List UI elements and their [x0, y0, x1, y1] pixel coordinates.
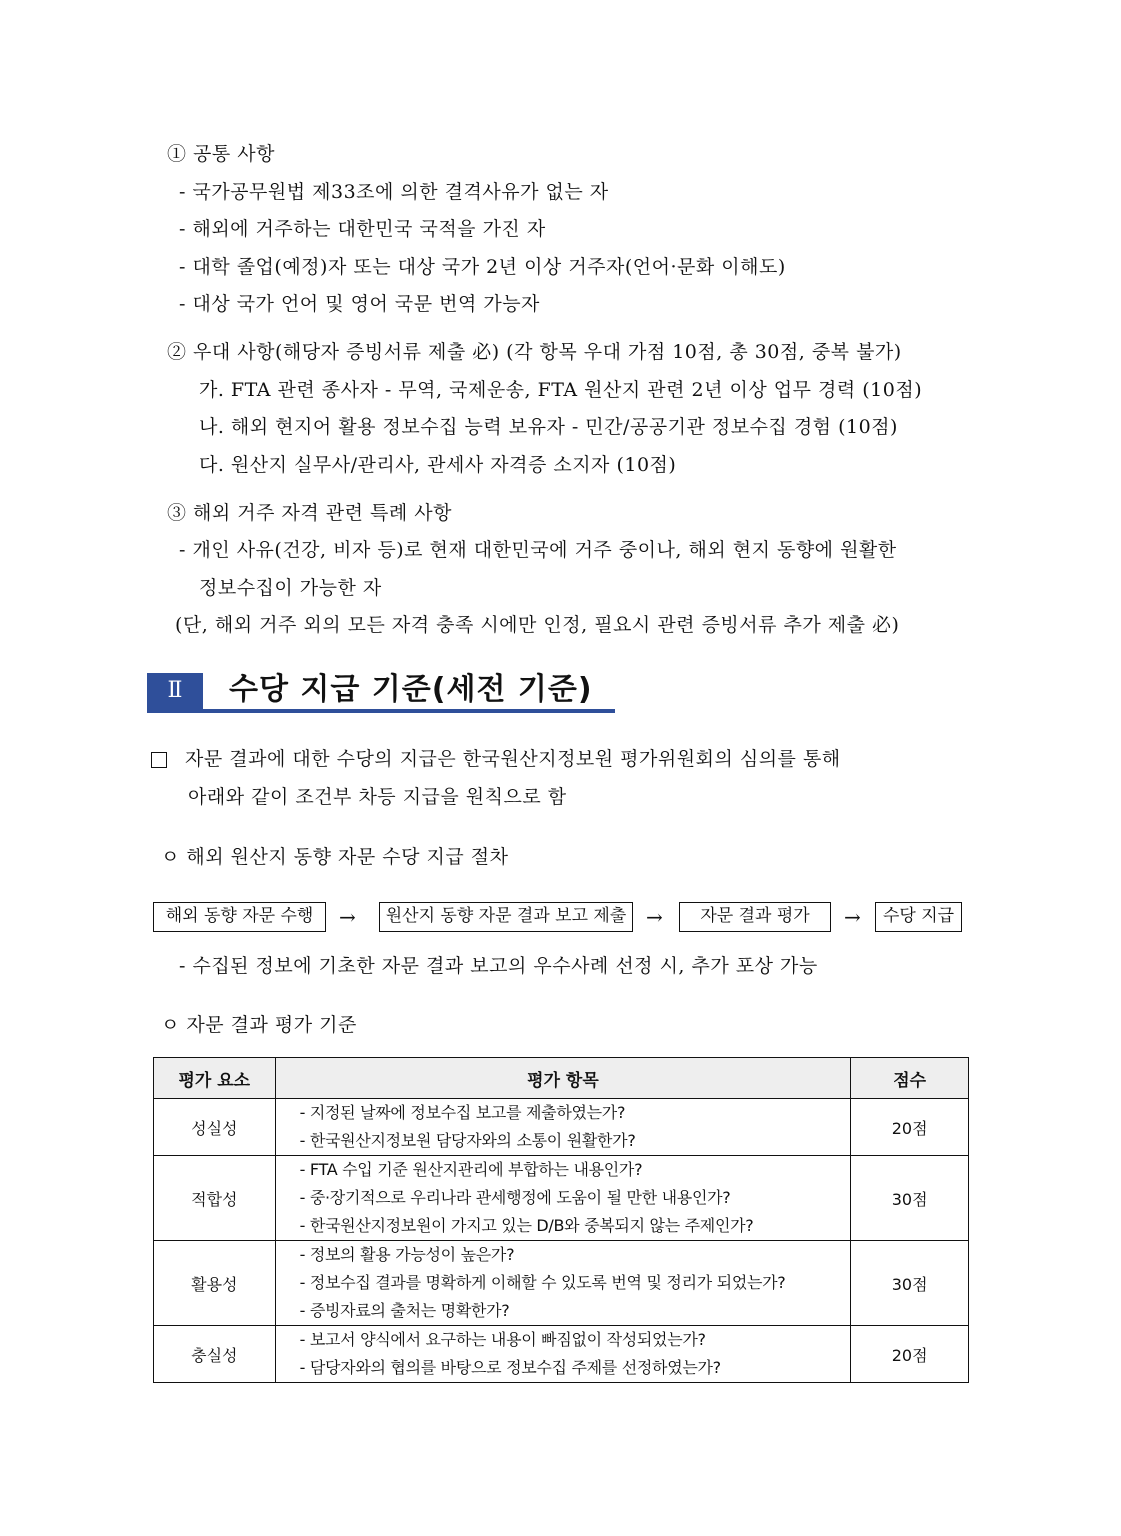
exception-heading: ③ 해외 거주 자격 관련 특례 사항: [167, 502, 452, 524]
header-category: 평가 요소: [154, 1058, 276, 1099]
section-number: Ⅱ: [147, 673, 203, 709]
row-item: - 보고서 양식에서 요구하는 내용이 빠짐없이 작성되었는가?: [299, 1330, 706, 1349]
row-item: - 정보의 활용 가능성이 높은가?: [299, 1245, 515, 1264]
procedure-note: - 수집된 정보에 기초한 자문 결과 보고의 우수사례 선정 시, 추가 포상 가능: [179, 955, 818, 977]
row-item: - 담당자와의 협의를 바탕으로 정보수집 주제를 선정하였는가?: [299, 1358, 721, 1377]
row-item: - 정보수집 결과를 명확하게 이해할 수 있도록 번역 및 정리가 되었는가?: [299, 1273, 786, 1292]
row-category: 적합성: [154, 1156, 276, 1241]
preference-item: 다. 원산지 실무사/관리사, 관세사 자격증 소지자 (10점): [199, 454, 677, 476]
row-category: 활용성: [154, 1241, 276, 1326]
section-underline: [147, 709, 615, 713]
procedure-heading: ㅇ 해외 원산지 동향 자문 수당 지급 절차: [161, 846, 509, 868]
common-item: - 국가공무원법 제33조에 의한 결격사유가 없는 자: [179, 181, 609, 203]
preference-heading: ② 우대 사항(해당자 증빙서류 제출 必) (각 항목 우대 가점 10점, 총 30점, 중복 불가): [167, 341, 902, 363]
section-title: 수당 지급 기준(세전 기준): [229, 672, 593, 707]
flow-step-3: 자문 결과 평가: [679, 902, 831, 932]
preference-item: 가. FTA 관련 종사자 - 무역, 국제운송, FTA 원산지 관련 2년 이상 업무 경력 (10점): [199, 379, 923, 401]
common-heading: ① 공통 사항: [167, 143, 275, 165]
row-score: 20점: [851, 1326, 969, 1383]
common-item: - 해외에 거주하는 대한민국 국적을 가진 자: [179, 218, 546, 240]
row-category: 충실성: [154, 1326, 276, 1383]
criteria-heading: ㅇ 자문 결과 평가 기준: [161, 1014, 357, 1036]
common-item: - 대상 국가 언어 및 영어 국문 번역 가능자: [179, 293, 540, 315]
table-row: [154, 1241, 969, 1326]
arrow-right-icon: →: [646, 905, 663, 929]
row-items: [275, 1326, 851, 1383]
table-row: [154, 1326, 969, 1383]
row-item: - 증빙자료의 출처는 명확한가?: [299, 1301, 510, 1320]
table-header-row: [154, 1058, 969, 1099]
row-score: 30점: [851, 1241, 969, 1326]
flow-step-4: 수당 지급: [875, 902, 962, 932]
header-items: 평가 항목: [275, 1058, 851, 1099]
arrow-right-icon: →: [844, 905, 861, 929]
row-item: - 지정된 날짜에 정보수집 보고를 제출하였는가?: [299, 1103, 626, 1122]
section-header: [147, 673, 615, 713]
table-row: [154, 1156, 969, 1241]
row-score: 30점: [851, 1156, 969, 1241]
exception-item-continued: 정보수집이 가능한 자: [199, 577, 382, 599]
table-row: [154, 1099, 969, 1156]
row-score: 20점: [851, 1099, 969, 1156]
common-item: - 대학 졸업(예정)자 또는 대상 국가 2년 이상 거주자(언어·문화 이해도): [179, 256, 786, 278]
preference-item: 나. 해외 현지어 활용 정보수집 능력 보유자 - 민간/공공기관 정보수집 경험 (10점): [199, 416, 898, 438]
row-category: 성실성: [154, 1099, 276, 1156]
flow-step-1: 해외 동향 자문 수행: [153, 902, 326, 932]
row-items: [275, 1099, 851, 1156]
row-item: - 한국원산지정보원 담당자와의 소통이 원활한가?: [299, 1131, 636, 1150]
arrow-right-icon: →: [339, 905, 356, 929]
row-item: - 한국원산지정보원이 가지고 있는 D/B와 중복되지 않는 주제인가?: [299, 1216, 754, 1235]
principle-text-continued: 아래와 같이 조건부 차등 지급을 원칙으로 함: [188, 786, 567, 808]
checkbox-icon: [151, 752, 167, 768]
principle-text: 자문 결과에 대한 수당의 지급은 한국원산지정보원 평가위원회의 심의를 통해: [185, 748, 841, 770]
header-score: 점수: [851, 1058, 969, 1099]
exception-item: - 개인 사유(건강, 비자 등)로 현재 대한민국에 거주 중이나, 해외 현지 동향에 원활한: [179, 539, 897, 561]
row-item: - 중·장기적으로 우리나라 관세행정에 도움이 될 만한 내용인가?: [299, 1188, 731, 1207]
criteria-table: [153, 1057, 969, 1383]
flow-step-2: 원산지 동향 자문 결과 보고 제출: [379, 902, 633, 932]
row-item: - FTA 수입 기준 원산지관리에 부합하는 내용인가?: [299, 1160, 643, 1179]
exception-note: (단, 해외 거주 외의 모든 자격 충족 시에만 인정, 필요시 관련 증빙서류 추가 제출 必): [175, 614, 900, 636]
row-items: [275, 1156, 851, 1241]
row-items: [275, 1241, 851, 1326]
